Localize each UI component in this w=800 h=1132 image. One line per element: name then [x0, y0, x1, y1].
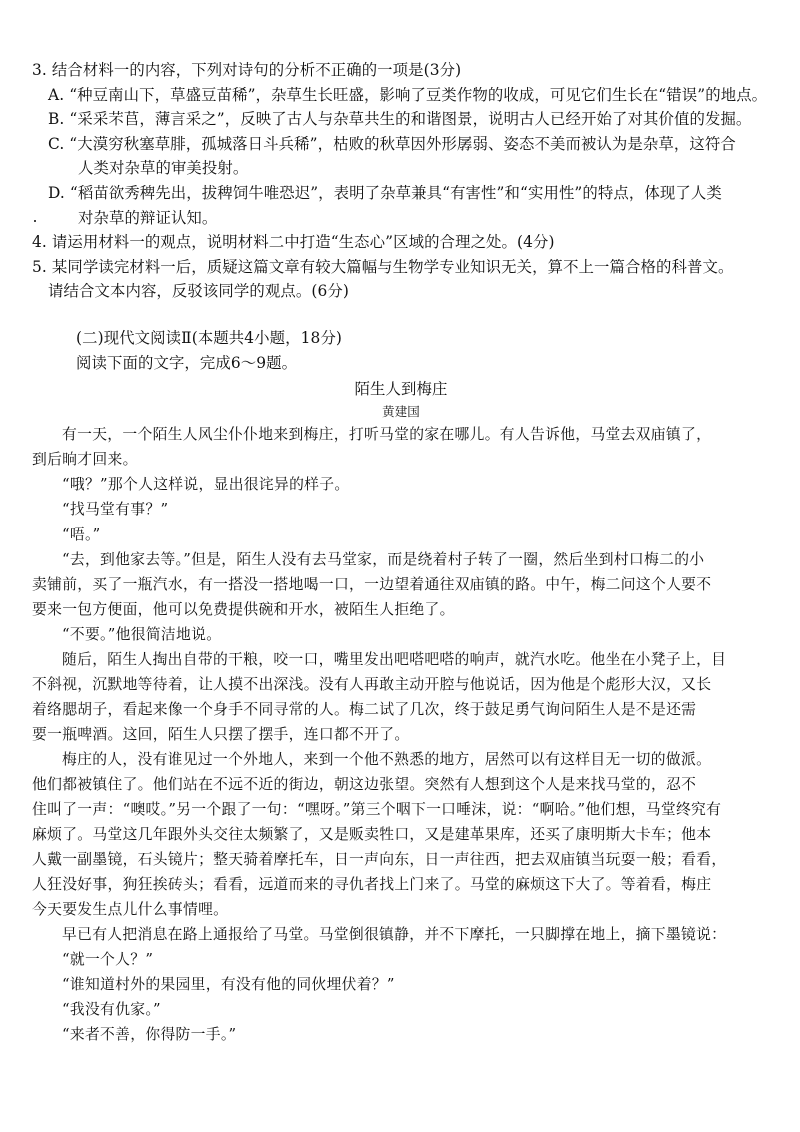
- story-line: 住叫了一声：“噢哎。”另一个跟了一句：“嘿呀。”第三个咽下一口唾沫，说：“啊哈。”他们想，马堂终究有: [32, 800, 722, 818]
- story-line: 着络腮胡子，看起来像一个身手不同寻常的人。梅二试了几次，终于鼓足勇气询问陌生人是不是还需: [32, 700, 697, 718]
- question-4: 4. 请运用材料一的观点，说明材料二中打造“生态心”区域的合理之处。(4分): [32, 233, 555, 252]
- story-line: 人狂没好事，狗狂挨砖头；看看，远道而来的寻仇者找上门来了。马堂的麻烦这下大了。等着看，梅庄: [32, 875, 712, 893]
- scan-speck: [34, 220, 36, 222]
- question-3-option-c-cont: 人类对杂草的审美投射。: [78, 159, 249, 178]
- question-3-option-d-cont: 对杂草的辩证认知。: [78, 208, 218, 227]
- story-line: 卖铺前，买了一瓶汽水，有一搭没一搭地喝一口，一边望着通往双庙镇的路。中午，梅二问这个人要不: [32, 575, 712, 593]
- story-line: 要来一包方便面，他可以免费提供碗和开水，被陌生人拒绝了。: [32, 600, 455, 618]
- story-line: “不要。”他很简洁地说。: [62, 625, 222, 643]
- question-3: [32, 58, 770, 230]
- question-3-option-a: A. “种豆南山下，草盛豆苗稀”，杂草生长旺盛，影响了豆类作物的收成，可见它们生长在“错误”的地点。: [48, 85, 768, 104]
- question-5: 5. 某同学读完材料一后，质疑这篇文章有较大篇幅与生物学专业知识无关，算不上一篇合格的科普文。: [32, 257, 734, 276]
- story-line: “去，到他家去等。”但是，陌生人没有去马堂家，而是绕着村子转了一圈，然后坐到村口梅二的小: [62, 550, 705, 568]
- story-line: “找马堂有事？”: [62, 500, 169, 518]
- story-line: 到后晌才回来。: [32, 450, 138, 468]
- story-line: 随后，陌生人掏出自带的干粮，咬一口，嘴里发出吧嗒吧嗒的响声，就汽水吃。他坐在小凳子上，目: [62, 650, 727, 668]
- story-line: “哦？”那个人这样说，显出很诧异的样子。: [62, 475, 350, 493]
- story-line: 梅庄的人，没有谁见过一个外地人，来到一个他不熟悉的地方，居然可以有这样目无一切的做派。: [62, 750, 712, 768]
- story-line: “来者不善，你得防一手。”: [62, 1025, 237, 1043]
- story-line: 要一瓶啤酒。这回，陌生人只摆了摆手，连口都不开了。: [32, 725, 410, 743]
- story-author: 黄建国: [382, 403, 420, 419]
- story-line: 麻烦了。马堂这几年跟外头交往太频繁了，又是贩卖牲口，又是建革果库，还买了康明斯大卡车；他本: [32, 825, 712, 843]
- section-instruction: 阅读下面的文字，完成6～9题。: [76, 353, 298, 372]
- story-title: 陌生人到梅庄: [354, 380, 448, 399]
- story-line: 不斜视，沉默地等待着，让人摸不出深浅。没有人再敢主动开腔与他说话，因为他是个彪形大汉，又长: [32, 675, 712, 693]
- story-body: [32, 422, 770, 1047]
- question-3-option-d: D. “稻苗欲秀稗先出，拔稗饲牛唯恐迟”，表明了杂草兼具“有害性”和“实用性”的特点，体现了人类: [48, 183, 722, 202]
- story-line: 人戴一副墨镜，石头镜片；整天骑着摩托车，日一声向东，日一声往西，把去双庙镇当玩耍一般；看看，: [32, 850, 727, 868]
- question-3-option-c: C. “大漠穷秋塞草腓，孤城落日斗兵稀”，枯败的秋草因外形孱弱、姿态不美而被认为是杂草，这符合: [48, 134, 736, 153]
- story-line: 早已有人把消息在路上通报给了马堂。马堂倒很镇静，并不下摩托，一只脚撑在地上，摘下墨镜说：: [62, 925, 727, 943]
- question-3-stem: 3. 结合材料一的内容，下列对诗句的分析不正确的一项是(3分): [32, 61, 462, 79]
- story-line: 今天要发生点儿什么事情哩。: [32, 900, 229, 918]
- story-line: 有一天，一个陌生人风尘仆仆地来到梅庄，打听马堂的家在哪儿。有人告诉他，马堂去双庙镇了，: [62, 425, 712, 443]
- question-3-option-b: B. “采采芣苢，薄言采之”，反映了古人与杂草共生的和谐图景，说明古人已经开始了对其价值的发掘。: [48, 110, 752, 129]
- section-heading: (二)现代文阅读Ⅱ(本题共4小题，18分): [76, 328, 343, 347]
- story-line: “谁知道村外的果园里，有没有他的同伙埋伏着？”: [62, 975, 395, 993]
- story-line: “我没有仇家。”: [62, 1000, 161, 1018]
- question-5-cont: 请结合文本内容，反驳该同学的观点。(6分): [48, 282, 349, 301]
- story-line: “唔。”: [62, 525, 101, 543]
- story-line: “就一个人？”: [62, 950, 154, 968]
- story-line: 他们都被镇住了。他们站在不远不近的街边，朝这边张望。突然有人想到这个人是来找马堂的，忍不: [32, 775, 697, 793]
